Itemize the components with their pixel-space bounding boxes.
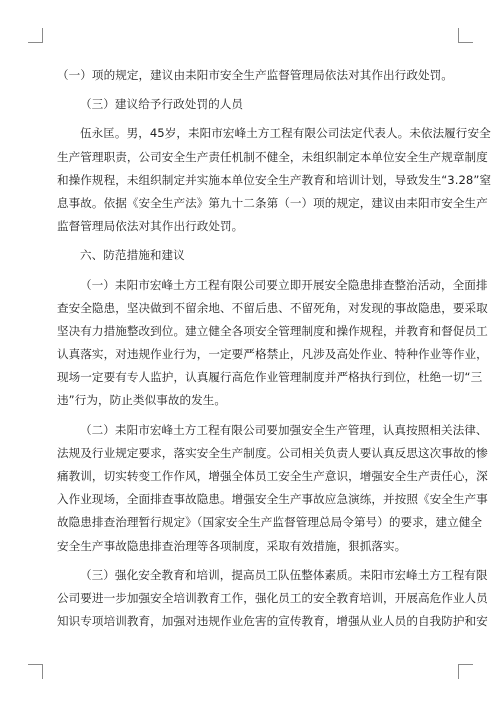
text-line: 入作业现场，全面排查事故隐患。增强安全生产事故应急演练，并按照《安全生产事 (57, 492, 488, 507)
document-body (57, 64, 492, 633)
text-line: 现场一定要有专人监护，认真履行高危作业管理制度并严格执行到位，杜绝一切“三 (57, 370, 483, 385)
text-line: 法规及行业规定要求，落实安全生产制度。公司相关负责人要认真反思这次事故的惨 (57, 445, 488, 460)
paragraph (57, 122, 492, 238)
text-line: 监督管理局依法对其作出行政处罚。 (57, 219, 244, 234)
paragraph (57, 564, 488, 634)
text-line: 安全生产事故隐患排查治理等各项制度，采取有效措施，狠抓落实。 (57, 538, 407, 553)
text-line: （三）强化安全教育和培训，提高员工队伍整体素质。耒阳市宏峰土方工程有限 (80, 567, 488, 582)
text-line: 息事故。依据《安全生产法》第九十二条第（一）项的规定，建议由耒阳市安全生产 (57, 195, 488, 210)
text-line: （一）项的规定，建议由耒阳市安全生产监督管理局依法对其作出行政处罚。 (57, 68, 453, 82)
text-line: 查安全隐患，坚决做到不留余地、不留后患、不留死角，对发现的事故隐患，要采取 (57, 300, 488, 315)
text-line: （三）建议给予行政处罚的人员 (80, 97, 244, 112)
text-line: （二）耒阳市宏峰土方工程有限公司要加强安全生产管理，认真按照相关法律、 (80, 422, 488, 437)
text-line: 违”行为，防止类似事故的发生。 (57, 393, 227, 408)
text-line: 知识专项培训教育，加强对违规作业危害的宣传教育，增强从业人员的自我防护和安 (57, 614, 488, 629)
paragraph (57, 93, 443, 116)
text-line: 公司要进一步加强安全培训教育工作，强化员工的安全教育培训，开展高危作业人员 (57, 590, 488, 605)
crop-mark-bottom-left (28, 664, 43, 679)
paragraph (57, 64, 453, 87)
text-line: 坚决有力措施整改到位。建立健全各项安全管理制度和操作规程，并教育和督促员工 (57, 323, 488, 338)
text-line: 认真落实，对违规作业行为，一定要严格禁止，凡涉及高处作业、特种作业等作业， (57, 347, 488, 362)
text-line: （一）耒阳市宏峰土方工程有限公司要立即开展安全隐患排查整治活动，全面排 (80, 277, 488, 292)
text-line: 和操作规程，未组织制定并实施本单位安全生产教育和培训计划，导致发生“3.28”窒 (57, 172, 492, 187)
paragraph (57, 274, 488, 413)
crop-mark-top-right (458, 28, 473, 43)
text-line: 痛教训，切实转变工作作风，增强全体员工安全生产意识，增强安全生产责任心，深 (57, 469, 488, 483)
crop-mark-top-left (28, 28, 43, 43)
paragraph (57, 419, 488, 558)
text-line: 伍永匡。男，45岁，耒阳市宏峰土方工程有限公司法定代表人。未依法履行安全 (80, 126, 491, 141)
crop-mark-bottom-right (458, 664, 473, 679)
text-line: 故隐患排查治理暂行规定》（国家安全生产监督管理总局令第号）的要求，建立健全 (57, 515, 483, 530)
paragraph (57, 244, 443, 267)
text-line: 六、防范措施和建议 (80, 248, 185, 263)
text-line: 生产管理职责，公司安全生产责任机制不健全，未组织制定本单位安全生产规章制度 (57, 149, 488, 164)
